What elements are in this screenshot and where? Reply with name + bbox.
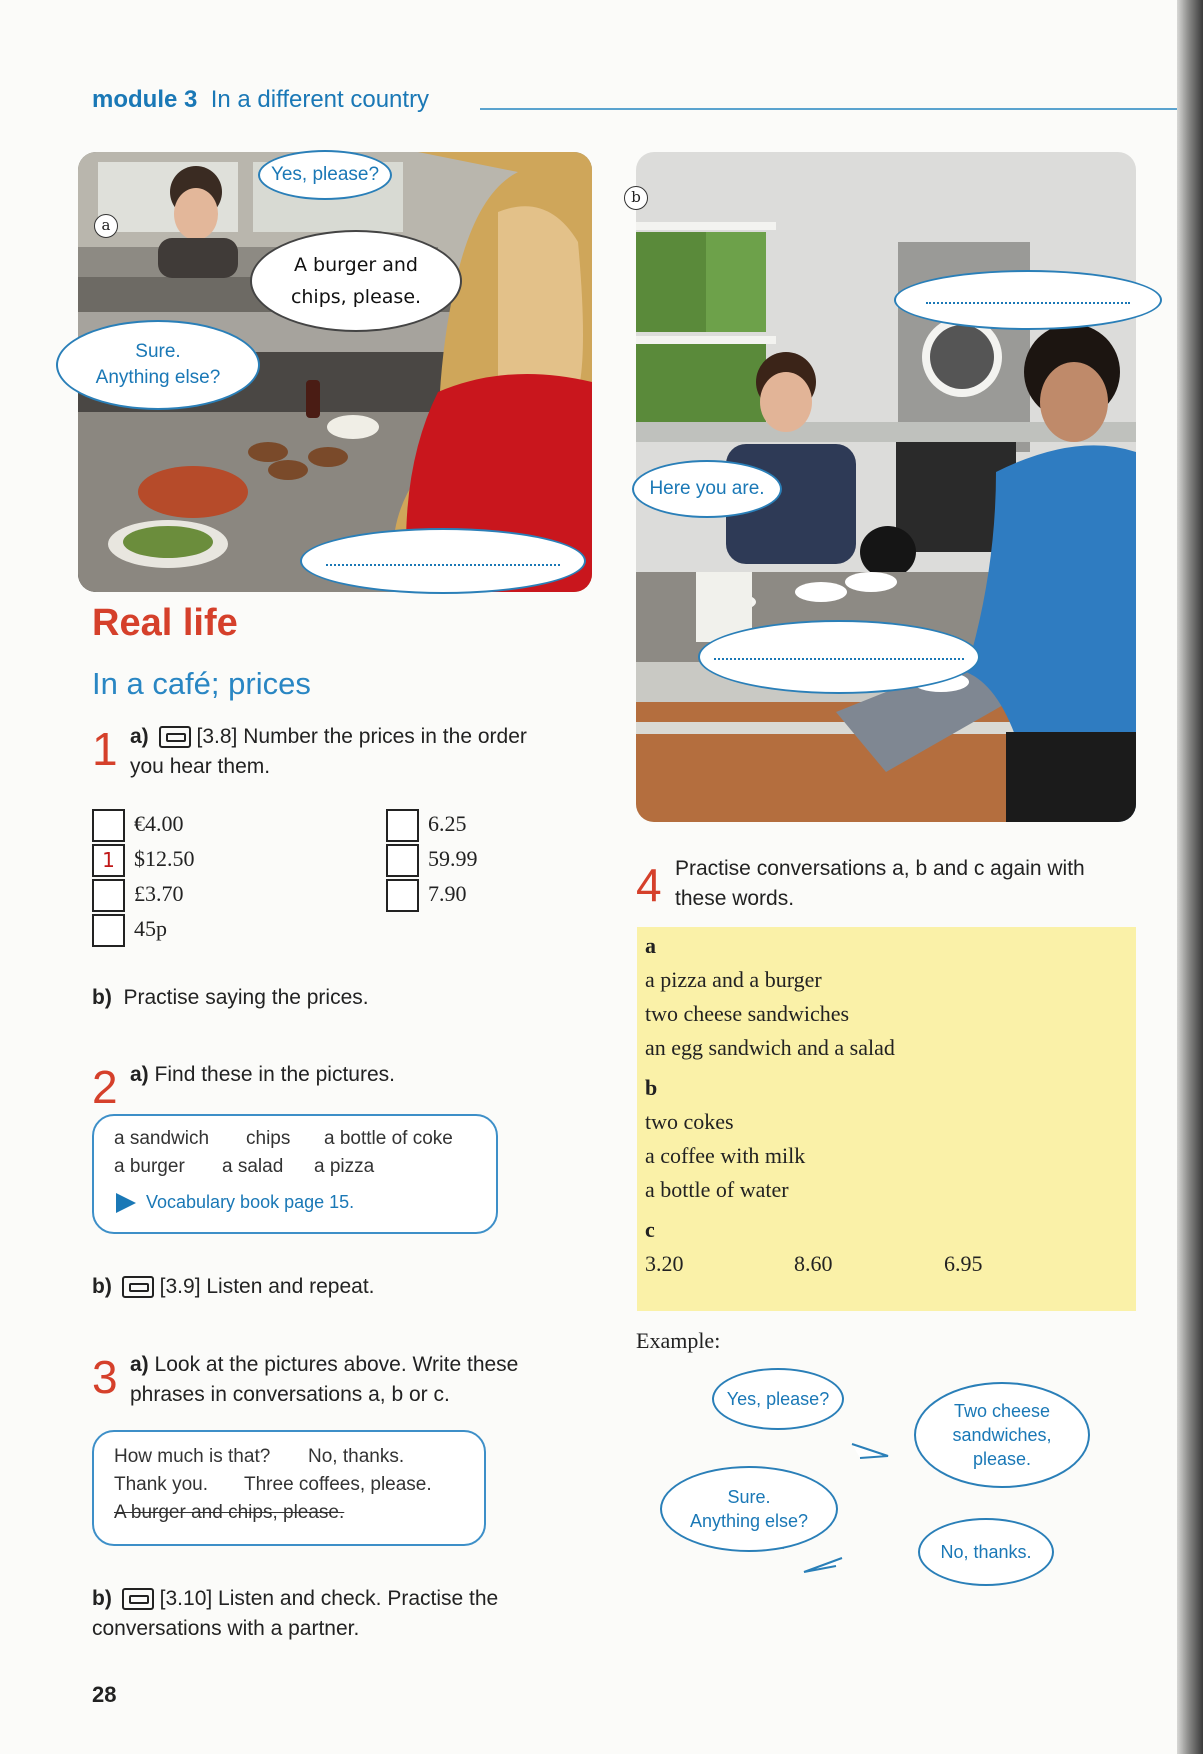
price-checkbox[interactable] <box>386 844 419 877</box>
word-item: a burger <box>114 1156 185 1177</box>
bubble-blank-b-bottom <box>698 620 980 694</box>
module-header <box>92 86 429 114</box>
price-label: 6.25 <box>428 811 467 836</box>
group-a-item: two cheese sandwiches <box>645 1001 850 1026</box>
blank-answer-line-b2 <box>714 658 964 660</box>
phrase-box <box>92 1430 486 1546</box>
header-rule <box>480 108 1177 110</box>
exercise-3b-label: b) <box>92 1587 112 1610</box>
price-checkbox[interactable] <box>386 809 419 842</box>
exercise-3b-instruction <box>92 1584 498 1614</box>
group-a-item: a pizza and a burger <box>645 967 822 992</box>
group-a-label: a <box>645 933 656 958</box>
exercise-2b-text: [3.9] Listen and repeat. <box>159 1275 375 1298</box>
group-c-item: 8.60 <box>794 1251 833 1276</box>
bubble-burger-and-chips-text: A burger and chips, please. <box>290 254 422 308</box>
bubble-yes-please-a <box>258 150 392 200</box>
price-checkbox[interactable] <box>92 879 125 912</box>
exercise-1a-text-line1: [3.8] Number the prices in the order <box>196 725 527 748</box>
example-bubble-two-cheese-line3: please. <box>972 1449 1032 1470</box>
page-number: 28 <box>92 1682 117 1707</box>
price-checkbox[interactable] <box>92 809 125 842</box>
phrase-item-crossed-out: A burger and chips, please. <box>114 1502 345 1523</box>
example-label: Example: <box>636 1328 721 1353</box>
section-title: Real life <box>92 602 238 644</box>
exercise-2a-label: a) <box>130 1063 149 1086</box>
group-b-label: b <box>645 1075 658 1100</box>
bubble-sure-anything-else-a <box>56 320 260 410</box>
price-label: 59.99 <box>428 846 478 871</box>
example-bubble-sure-line1: Sure. <box>727 1486 771 1507</box>
example-bubble-no-thanks-text: No, thanks. <box>940 1541 1032 1562</box>
exercise-1b-text: Practise saying the prices. <box>123 986 369 1009</box>
exercise-3a-text-line1: Look at the pictures above. Write these <box>154 1353 519 1376</box>
bubble-here-you-are-text: Here you are. <box>649 478 765 500</box>
phrase-item: Thank you. <box>114 1474 208 1495</box>
exercise-2-number: 2 <box>92 1061 118 1113</box>
exercise-3a-instruction <box>130 1350 518 1380</box>
photo-a-label: a <box>94 214 118 238</box>
bubble-here-you-are <box>632 460 782 518</box>
phrase-item: How much is that? <box>114 1446 271 1467</box>
word-item: a salad <box>222 1156 284 1177</box>
group-c-item: 6.95 <box>944 1251 983 1276</box>
vocabulary-book-link[interactable] <box>116 1192 354 1213</box>
example-bubble-yes-please <box>712 1368 844 1430</box>
group-b-item: a bottle of water <box>645 1177 789 1202</box>
exercise-1a-label: a) <box>130 725 149 748</box>
price-checkbox[interactable] <box>386 879 419 912</box>
price-label: 7.90 <box>428 881 467 906</box>
blank-answer-line-a <box>326 564 560 566</box>
bubble-burger-and-chips <box>250 230 462 332</box>
book-spine-shadow <box>1177 0 1203 1754</box>
bubble-sure-a-line1: Sure. <box>135 341 181 363</box>
example-bubble-sure-line2: Anything else? <box>689 1511 809 1531</box>
group-c-item: 3.20 <box>645 1251 684 1276</box>
group-b-item: two cokes <box>645 1109 734 1134</box>
exercise-3a-label: a) <box>130 1353 149 1376</box>
exercise-3b-text-line1: [3.10] Listen and check. Practise the <box>159 1587 499 1610</box>
exercise-4-text-line2: these words. <box>675 887 795 910</box>
example-bubble-yes-please-text: Yes, please? <box>726 1388 830 1409</box>
group-c-label: c <box>645 1217 655 1242</box>
module-title: In a different country <box>210 86 430 113</box>
price-checkbox[interactable] <box>92 914 125 947</box>
bubble-sure-a-line2: Anything else? <box>95 367 221 388</box>
exercise-1-number: 1 <box>92 723 118 775</box>
group-b-item: a coffee with milk <box>645 1143 806 1168</box>
exercise-2a-text: Find these in the pictures. <box>154 1063 395 1086</box>
example-bubble-sure <box>660 1466 838 1552</box>
phrase-item: No, thanks. <box>308 1446 405 1467</box>
exercise-3b-text-line2: conversations with a partner. <box>92 1617 360 1640</box>
group-a-item: an egg sandwich and a salad <box>645 1035 895 1060</box>
photo-b-label: b <box>624 186 648 210</box>
example-bubble-no-thanks <box>918 1518 1054 1586</box>
module-number: module 3 <box>92 86 198 113</box>
exercise-4-text-line1: Practise conversations a, b and c again with <box>675 857 1085 880</box>
exercise-4-word-panel <box>637 927 1136 1311</box>
price-label: £3.70 <box>134 881 184 906</box>
price-label: €4.00 <box>134 811 184 836</box>
word-item: a pizza <box>314 1156 375 1177</box>
exercise-1a-text-line2: you hear them. <box>130 755 271 778</box>
price-label: $12.50 <box>134 846 195 871</box>
play-arrow-icon <box>116 1193 136 1213</box>
cassette-icon <box>122 1588 154 1610</box>
exercise-2a-instruction <box>130 1060 395 1090</box>
example-bubble-two-cheese-line1: Two cheese <box>953 1400 1051 1421</box>
phrase-item: Three coffees, please. <box>244 1474 432 1495</box>
exercise-3-number: 3 <box>92 1351 118 1403</box>
price-label: 45p <box>134 916 167 941</box>
example-bubble-two-cheese-line2: sandwiches, <box>952 1424 1052 1445</box>
cassette-icon <box>159 726 191 748</box>
word-item: a bottle of coke <box>324 1128 453 1149</box>
exercise-1b-instruction <box>92 983 369 1013</box>
section-subtitle: In a café; prices <box>92 666 311 701</box>
example-bubble-two-cheese <box>914 1382 1090 1488</box>
exercise-4-number: 4 <box>636 859 662 911</box>
exercise-2b-instruction <box>92 1272 375 1302</box>
exercise-2b-label: b) <box>92 1275 112 1298</box>
bubble-yes-please-a-text: Yes, please? <box>270 164 380 186</box>
exercise-1b-label: b) <box>92 986 112 1009</box>
bubble-blank-a <box>300 528 586 594</box>
cassette-icon <box>122 1276 154 1298</box>
word-item: a sandwich <box>114 1128 210 1149</box>
exercise-3a-text-line2: phrases in conversations a, b or c. <box>130 1383 450 1406</box>
vocabulary-book-link-text: Vocabulary book page 15. <box>146 1192 355 1212</box>
vocabulary-word-box <box>92 1114 498 1234</box>
word-item: chips <box>246 1128 291 1149</box>
exercise-1a-instruction <box>130 722 527 752</box>
price-checkbox[interactable]: 1 <box>92 844 125 877</box>
blank-answer-line-b1 <box>926 302 1130 304</box>
bubble-blank-b-top <box>894 270 1162 330</box>
